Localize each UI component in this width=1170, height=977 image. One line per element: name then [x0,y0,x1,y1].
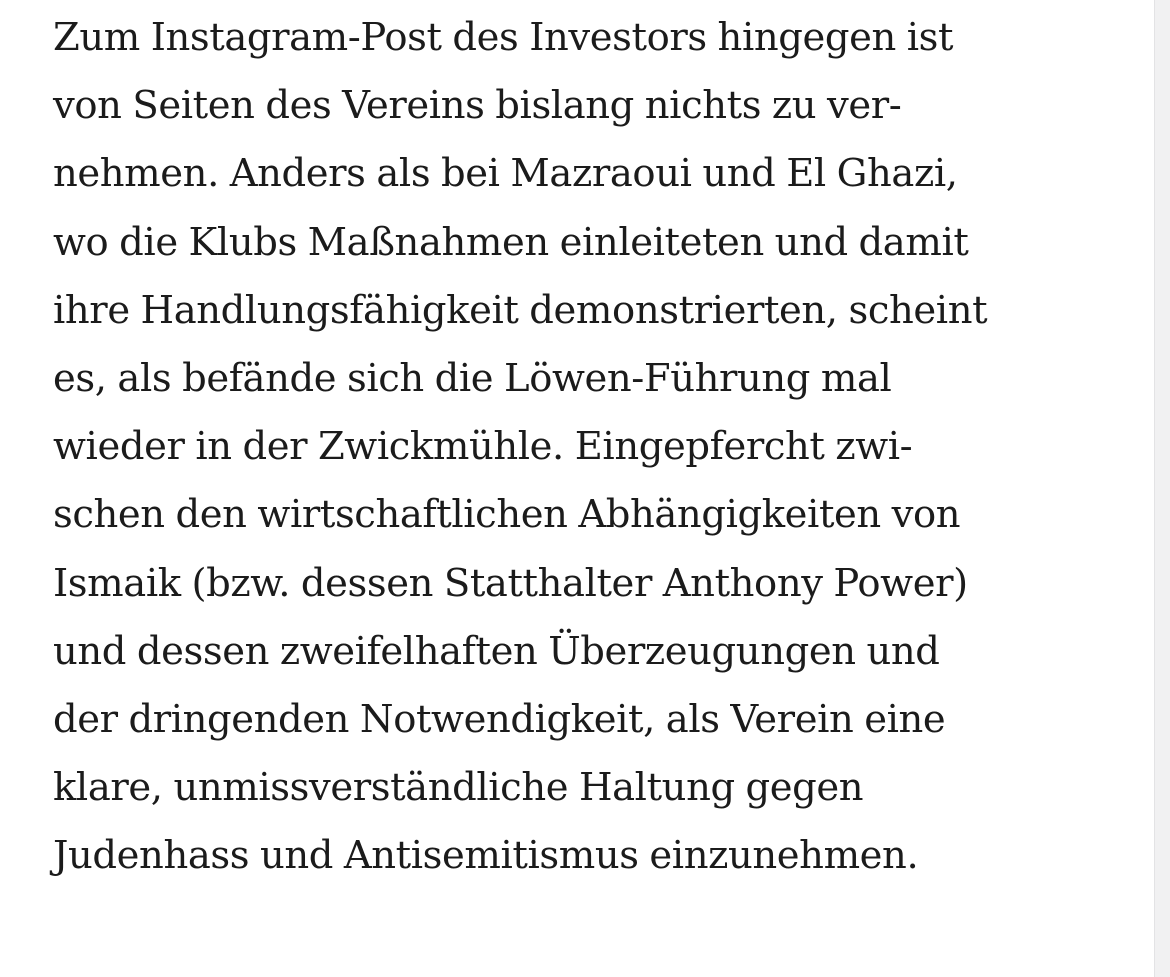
article-line-1: Zum Instagram-Post des Investors hingegen ist [53,15,954,60]
article-line-7: wieder in der Zwickmühle. Eingepfercht zwi- [53,424,913,470]
article-line-2: von Seiten des Vereins bislang nichts zu ver- [53,83,902,129]
article-line-4: wo die Klubs Maßnahmen einleiteten und damit [53,219,969,265]
page-edge-rule [1154,0,1170,977]
article-line-5: ihre Handlungsfähigkeit demonstrierten, scheint [53,287,988,333]
article-paragraph [53,4,1133,891]
article-line-10: und dessen zweifelhaften Überzeugungen und [53,628,940,674]
article-line-3: nehmen. Anders als bei Mazraoui und El Ghazi, [53,151,958,197]
article-line-11: der dringenden Notwendigkeit, als Verein eine [53,697,946,743]
article-line-9: Ismaik (bzw. dessen Statthalter Anthony Power) [53,560,968,606]
article-line-12: klare, unmissverständliche Haltung gegen [53,765,864,811]
article-line-8: schen den wirtschaftlichen Abhängigkeiten von [53,492,961,538]
article-line-13: Judenhass und Antisemitismus einzunehmen. [53,833,919,879]
article-line-6: es, als befände sich die Löwen-Führung mal [53,356,892,402]
